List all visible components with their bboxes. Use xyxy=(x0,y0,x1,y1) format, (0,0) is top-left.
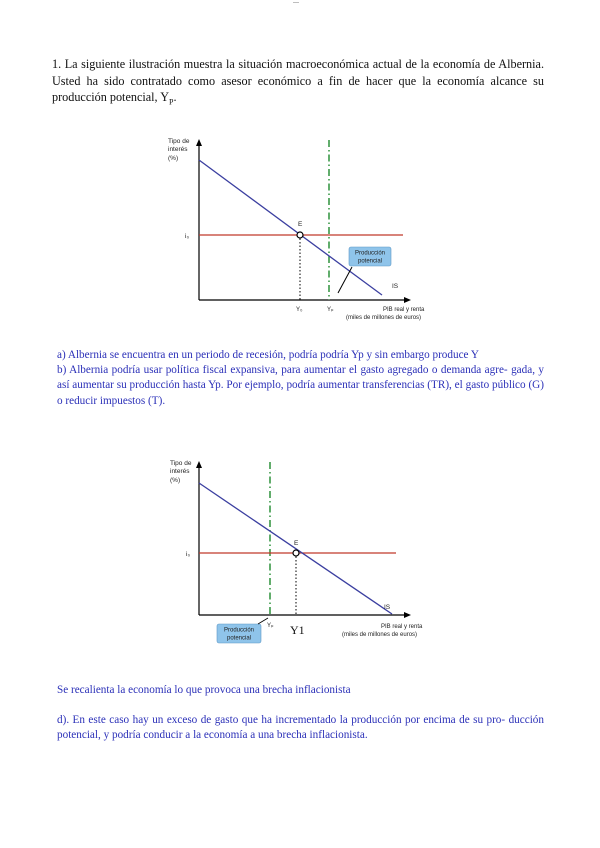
is-curve xyxy=(199,483,392,614)
question-text: 1. La siguiente ilustración muestra la situación macroeconómica actual de la economía de Albernia. Usted ha sido contratado como asesor económico a fin de hacer que la economía alcance su producción potencial, xyxy=(52,57,544,105)
yp-label: Yₚ xyxy=(267,623,274,629)
y1-label: Y1 xyxy=(290,623,305,637)
question-end: . xyxy=(173,90,177,105)
is-curve xyxy=(199,160,382,295)
is-label: IS xyxy=(392,283,399,290)
callout-line1: Producción xyxy=(223,627,255,634)
equilibrium-point xyxy=(297,232,303,238)
figure-recession xyxy=(0,130,600,330)
y-axis-arrow-icon xyxy=(196,461,202,468)
question-paragraph xyxy=(52,56,544,111)
yp-symbol: Y xyxy=(160,90,169,105)
figure-inflationary xyxy=(0,452,600,652)
callout-pointer xyxy=(338,267,352,293)
x-axis-sublabel: (miles de millones de euros) xyxy=(342,632,418,638)
is-label: IS xyxy=(384,604,391,611)
y-axis-label-line1: Tipo de xyxy=(170,460,192,467)
answer-d: d). En este caso hay un exceso de gasto que ha incrementado la producción por encima de su pro- ducción potencial, y podría conducir a la economía a una brecha inflacionista. xyxy=(57,714,544,742)
yp-subscript: P xyxy=(169,97,174,107)
y-axis-label-line1: Tipo de xyxy=(168,138,190,145)
i0-label: i₀ xyxy=(185,233,190,240)
equilibrium-point xyxy=(293,550,299,556)
answer-a: a) Albernia se encuentra en un periodo de recesión, podría podría Yp y sin embargo produce Y xyxy=(57,349,479,361)
y-axis-label-line2: interés xyxy=(170,468,190,475)
callout-line2: potencial xyxy=(357,258,383,265)
x-axis-arrow-icon xyxy=(404,297,411,303)
y0-label: Y₀ xyxy=(296,307,303,313)
y-axis-label-line3: (%) xyxy=(170,477,181,484)
equilibrium-label: E xyxy=(294,540,299,547)
callout-line1: Producción xyxy=(354,250,386,257)
page-top-mark: ... xyxy=(293,0,299,5)
answer-b: b) Albernia podría usar política fiscal expansiva, para aumentar el gasto agregado o demanda agre- gada, y así aumentar su producción hasta Yp. Por ejemplo, podría aumentar transferencias (TR), el gasto público (G) o reducir impuestos (T). xyxy=(57,364,544,407)
answer-c: Se recalienta la economía lo que provoca una brecha inflacionista xyxy=(57,684,351,696)
y-axis-label-line3: (%) xyxy=(168,155,179,162)
x-axis-arrow-icon xyxy=(404,612,411,618)
x-axis-sublabel: (miles de millones de euros) xyxy=(346,315,422,321)
x-axis-label: PIB real y renta xyxy=(383,307,425,313)
yp-label: Yₚ xyxy=(327,307,334,313)
y-axis-label-line2: interés xyxy=(168,146,188,153)
callout-line2: potencial xyxy=(226,635,252,642)
i0-label: i₀ xyxy=(186,551,191,558)
y-axis-arrow-icon xyxy=(196,139,202,146)
x-axis-label: PIB real y renta xyxy=(381,624,423,630)
equilibrium-label: E xyxy=(298,221,303,228)
